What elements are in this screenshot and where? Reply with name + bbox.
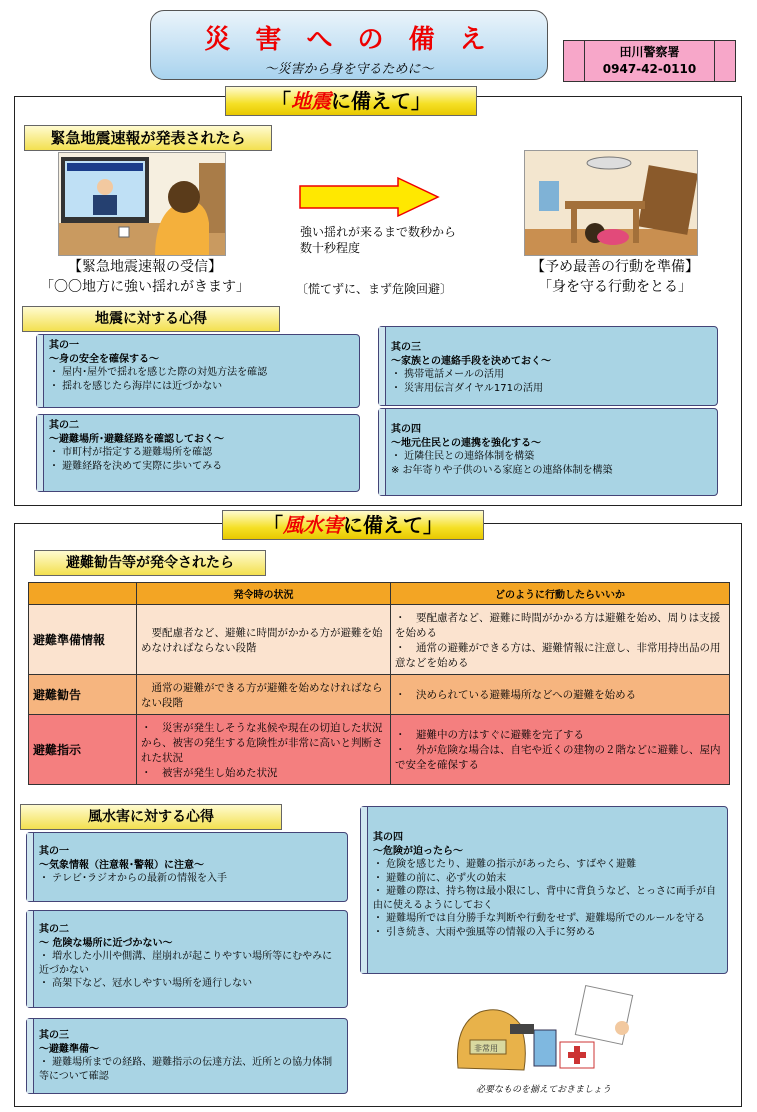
arrow-note: 強い揺れが来るまで数秒から 数十秒程度: [300, 225, 457, 255]
col-situation: 発令時の状況: [137, 583, 391, 605]
advisory-table: [28, 582, 730, 785]
table-row: 避難指示 ・ 災害が発生しそうな兆候や現在の切迫した状況から、被害の発生する危険性が非常に高いと判断された状況 ・ 被害が発生し始めた状況 ・ 避難中の方はすぐに避難を完了する ・ 外が危険な場合は、自宅や近くの建物の２階などに避難し、屋内で安全を確保する: [29, 715, 730, 785]
page-title: 災 害 へ の 備 え: [204, 25, 494, 55]
storm-tip-4: 其の四 ～危険が迫ったら～ ・ 危険を感じたり、避難の指示があったら、すばやく避難 ・ 避難の前に、必ず火の始末 ・ 避難の際は、持ち物は最小限にし、背中に背負うなど、とっさに両手が自由に使えるようにしておく ・ 避難場所では自分勝手な判断や行動をせず、避難場所でのルールを守る ・ 引き続き、大雨や強風等の情報の入手に努める: [360, 806, 728, 974]
tv-watching-illustration: [58, 152, 226, 256]
storm-tip-1: 其の一 ～気象情報（注意報･警報）に注意～ ・ テレビ･ラジオからの最新の情報を入手: [26, 832, 348, 902]
storm-tip-3: 其の三 ～避難準備～ ・ 避難場所までの経路、避難指示の伝達方法、近所との協力体制等について確認: [26, 1018, 348, 1094]
right-caption: 【予め最善の行動を準備】 「身を守る行動をとる」: [531, 259, 699, 295]
title-box: [150, 10, 548, 80]
advisory-heading: 避難勧告等が発令されたら: [34, 550, 266, 576]
hiding-under-table-illustration: [524, 150, 698, 256]
storm-tip-2: 其の二 ～ 危険な場所に近づかない～ ・ 増水した小川や側溝、崖崩れが起こりやすい場所等にむやみに近づかない ・ 高架下など、冠水しやすい場所を通行しない: [26, 910, 348, 1008]
emergency-supplies-illustration: [450, 984, 640, 1082]
earthquake-banner: 「地震に備えて」: [225, 86, 477, 116]
earthquake-banner-keyword: 地震: [291, 89, 331, 113]
earthquake-tip-1: 其の一 ～身の安全を確保する～ ・ 屋内･屋外で揺れを感じた際の対処方法を確認 ・ 揺れを感じたら海岸には近づかない: [36, 334, 360, 408]
bag-label: 非常用: [474, 1044, 498, 1053]
earthquake-tip-2: 其の二 ～避難場所･避難経路を確認しておく～ ・ 市町村が指定する避難場所を確認 ・ 避難経路を決めて実際に歩いてみる: [36, 414, 360, 492]
earthquake-tip-4: 其の四 ～地元住民との連携を強化する～ ・ 近隣住民との連絡体制を構築 ※ お年寄りや子供のいる家庭との連絡体制を構築: [378, 408, 718, 496]
supplies-caption: 必要なものを揃えておきましょう: [476, 1085, 612, 1095]
earthquake-tips-heading: 地震に対する心得: [22, 306, 280, 332]
table-header-row: [29, 583, 730, 605]
earthquake-tip-3: 其の三 ～家族との連絡手段を決めておく～ ・ 携帯電話メールの活用 ・ 災害用伝言ダイヤル171の活用: [378, 326, 718, 406]
table-row: 避難勧告 通常の避難ができる方が避難を始めなければならない段階 ・ 決められている避難場所などへの避難を始める: [29, 675, 730, 715]
storm-tips-heading: 風水害に対する心得: [20, 804, 282, 830]
alert-heading: 緊急地震速報が発表されたら: [24, 125, 272, 151]
page-subtitle: ～災害から身を守るために～: [264, 62, 434, 77]
storm-banner: 「風水害に備えて」: [222, 510, 484, 540]
middle-caption: 〔慌てずに、まず危険回避〕: [296, 282, 453, 296]
left-caption: 【緊急地震速報の受信】 「〇〇地方に強い揺れがきます」: [40, 259, 250, 295]
police-contact-box: [563, 40, 736, 82]
arrow-right-icon: [298, 176, 440, 218]
col-action: どのように行動したらいいか: [391, 583, 730, 605]
table-row: 避難準備情報 要配慮者など、避難に時間がかかる方が避難を始めなければならない段階 ・ 要配慮者など、避難に時間がかかる方は避難を始め、周りは支援を始める ・ 通常の避難ができる方は、避難情報に注意し、非常用持出品の用意などを始める: [29, 605, 730, 675]
storm-banner-keyword: 風水害: [283, 513, 343, 537]
police-name: 田川警察署: [619, 45, 680, 59]
police-phone: 0947-42-0110: [602, 62, 697, 76]
